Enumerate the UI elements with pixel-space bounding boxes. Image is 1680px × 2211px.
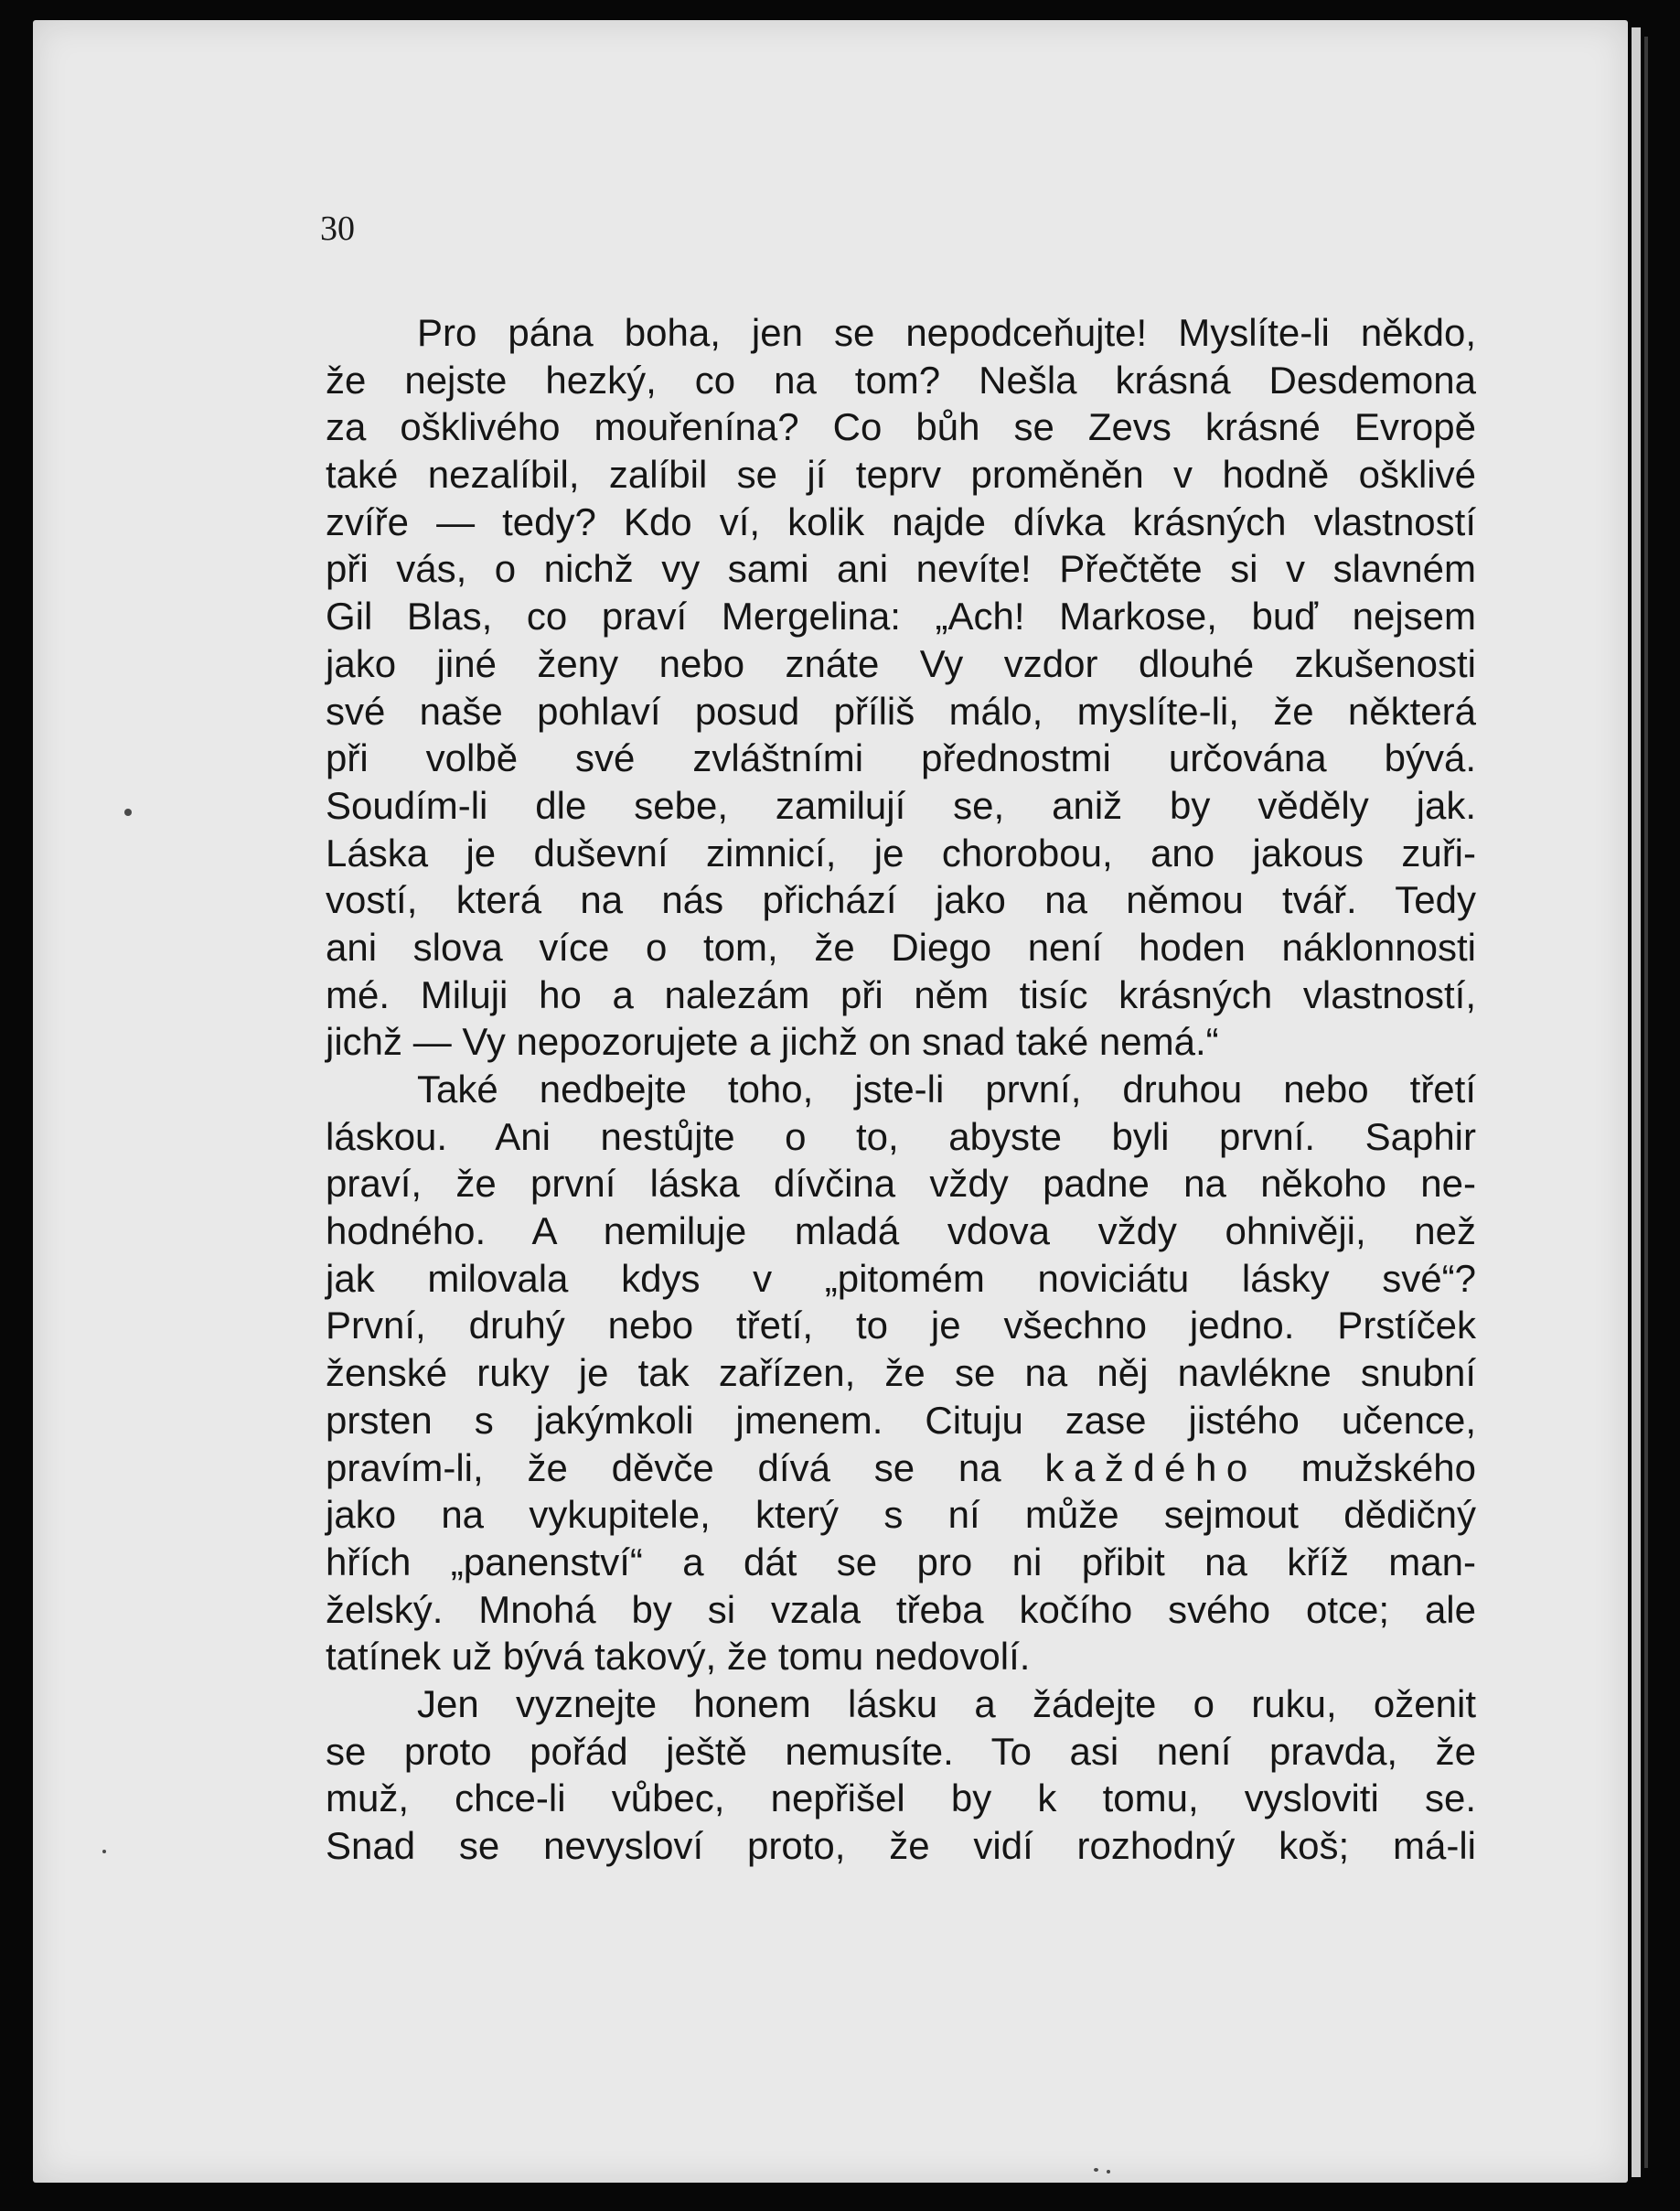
text-line: Jen vyznejte honem lásku a žádejte o ruku, oženit xyxy=(417,1681,1476,1725)
text-line: že nejste hezký, co na tom? Nešla krásná Desdemona xyxy=(326,358,1476,402)
text-line: jichž — Vy nepozorujete a jichž on snad také nemá.“ xyxy=(326,1020,1219,1064)
text-line: za ošklivého mouřenína? Co bůh se Zevs krásné Evropě xyxy=(326,405,1476,449)
margin-dot xyxy=(102,1850,106,1853)
margin-dot xyxy=(124,809,132,816)
text-line: se proto pořád ještě nemusíte. To asi není pravda, že xyxy=(326,1729,1476,1773)
text-line: své naše pohlaví posud příliš málo, myslíte-li, že některá xyxy=(326,689,1476,733)
text-line: jako jiné ženy nebo znáte Vy vzdor dlouhé zkušenosti xyxy=(326,641,1476,685)
text-line: praví, že první láska dívčina vždy padne na někoho ne- xyxy=(326,1162,1476,1206)
text-line: Snad se nevysloví proto, že vidí rozhodný koš; má-li xyxy=(326,1824,1476,1867)
text-line: prsten s jakýmkoli jmenem. Cituju zase jistého učence, xyxy=(326,1398,1476,1442)
text-line xyxy=(326,1444,1476,1492)
body-text xyxy=(326,309,1476,1870)
text-line: také nezalíbil, zalíbil se jí teprv proměněn v hodně ošklivé xyxy=(326,453,1476,497)
text-line: ženské ruky je tak zařízen, že se na něj navlékne snubní xyxy=(326,1351,1476,1395)
page-edge-shadow xyxy=(1644,37,1648,2168)
text-line: jak milovala kdys v „pitomém noviciátu lásky své“? xyxy=(326,1256,1476,1300)
text-line: při volbě své zvláštními přednostmi určována bývá. xyxy=(326,736,1476,780)
text-line: Gil Blas, co praví Mergelina: „Ach! Markose, buď nejsem xyxy=(326,595,1476,639)
text-line: při vás, o nichž vy sami ani nevíte! Přečtěte si v slavném xyxy=(326,547,1476,591)
text-line: vostí, která na nás přichází jako na němou tvář. Tedy xyxy=(326,878,1476,922)
text-line: Také nedbejte toho, jste-li první, druhou nebo třetí xyxy=(417,1068,1476,1111)
text-fragment: pravím-li, že děvče dívá se na xyxy=(326,1445,1045,1489)
text-fragment: mužského xyxy=(1257,1445,1476,1489)
text-line: Pro pána boha, jen se nepodceňujte! Myslíte-li někdo, xyxy=(417,311,1476,354)
text-line: Láska je duševní zimnicí, je chorobou, ano jakous zuři- xyxy=(326,831,1476,875)
text-line: mé. Miluji ho a nalezám při něm tisíc krásných vlastností, xyxy=(326,972,1476,1016)
text-line: Soudím-li dle sebe, zamilují se, aniž by věděly jak. xyxy=(326,783,1476,827)
page-edge xyxy=(1632,27,1641,2177)
text-line: zvíře — tedy? Kdo ví, kolik najde dívka krásných vlastností xyxy=(326,499,1476,543)
text-line: želský. Mnohá by si vzala třeba kočího svého otce; ale xyxy=(326,1587,1476,1631)
text-line: hodného. A nemiluje mladá vdova vždy ohnivěji, než xyxy=(326,1209,1476,1253)
margin-dot xyxy=(1094,2168,1098,2172)
page-number: 30 xyxy=(320,209,355,248)
emphasized-word: každého xyxy=(1044,1445,1257,1489)
margin-dot xyxy=(1107,2170,1110,2173)
text-line: muž, chce-li vůbec, nepřišel by k tomu, vysloviti se. xyxy=(326,1776,1476,1820)
text-line: tatínek už bývá takový, že tomu nedovolí. xyxy=(326,1635,1031,1679)
text-line: jako na vykupitele, který s ní může sejmout dědičný xyxy=(326,1493,1476,1537)
text-line: hřích „panenství“ a dát se pro ni přibit na kříž man- xyxy=(326,1540,1476,1583)
text-line: První, druhý nebo třetí, to je všechno jedno. Prstíček xyxy=(326,1304,1476,1347)
text-line: láskou. Ani nestůjte o to, abyste byli první. Saphir xyxy=(326,1114,1476,1158)
text-line: ani slova více o tom, že Diego není hoden náklonnosti xyxy=(326,925,1476,969)
